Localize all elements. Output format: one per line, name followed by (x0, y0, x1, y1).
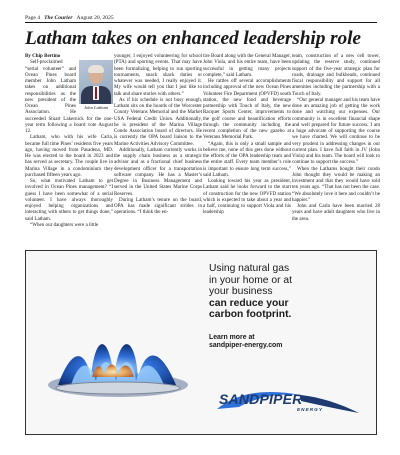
paragraph: team, construction of a new cell tower, updating the reserve study, continued support of the five-year strategic plan for roads, drainage and bulkheads, continued fiscal responsibility and support for all amenities including the partnership with a Touch of Italy. (292, 53, 380, 97)
flame-icon (36, 267, 201, 427)
paragraph: “Again, this is only a small sample and believe me, none of this gets done without the efforts of the OPA leadership team and the entire staff. Every team member’s role is important to ensure long term success,” said Latham. (203, 140, 291, 178)
article-column-4 (292, 53, 380, 251)
paragraph: Latham, who with his wife Carla, became full time Pines’ residents five years ago, having moved from Pasadena, MD. He was elected to the board in 2023 and has served as secretary. The couple live in Marina Village in a condominium they purchased fifteen years ago. (25, 134, 113, 178)
brand-subtitle: ENERGY (297, 407, 324, 412)
publication-name: The Courier (44, 15, 73, 21)
byline: By Chip Bertino (25, 53, 61, 59)
author-photo (79, 60, 113, 104)
paragraph: “Our general manager and his team have done an amazing job of getting the work done and watching our expenses. Our community is in excellent financial shape and well prepared for future success. I am a huge advocate of supporting the course we have charted. We will continue to be very prudent in addressing changes in our current plan. I have full faith in JV (John Viola) and his team. The board will look to continue to support the success.” (292, 96, 380, 166)
advertisement (25, 250, 377, 435)
page-number: Page 4 (25, 15, 41, 21)
gas-burner-ring (48, 344, 188, 397)
headline: Latham takes on enhanced leadership role (25, 28, 361, 49)
paragraph: younger, I enjoyed volunteering for school (PTA) and sporting events. That may have been formalizing, helping to run sporting tournaments, snack shack duties or whatever was needed, I really enjoyed it. My wife would tell you that I just like to talk and share stories with others.” (114, 53, 202, 97)
sandpiper-logo (209, 383, 369, 423)
paragraph: Self-proclaimed “serial volunteer” and Ocean Pines board member John Latham takes on additional responsibilities as the new president of the Ocean Pines Association. He succeeded Stuart Lakernick for the one-year term following a board vote August 12. (25, 59, 113, 134)
paragraph: John and Carla have been married 28 years and have adult daughters who live in the area. (292, 203, 380, 222)
paragraph: Additionally, Latham currently works in the supply chain business as a strategic advisor and as a fractional chief business development officer for a transportation software company. He has a Master’s Degree in Business Management and served in the United States Marine Corps Reserves. (114, 146, 202, 197)
ad-line: in your home or at (209, 274, 292, 286)
ad-copy (209, 263, 374, 351)
article-column-2 (114, 53, 202, 251)
page-header (25, 12, 377, 23)
paragraph: “When our daughters were a little (30, 221, 99, 228)
brand-name: SANDPIPER (219, 391, 303, 407)
ad-line: Using natural gas (209, 263, 290, 274)
article-column-3 (203, 53, 291, 251)
learn-more-label: Learn more at (209, 333, 255, 341)
ad-line: your business (209, 286, 273, 297)
paragraph: So, what motivated Latham to get involved in Ocean Pines management? “I guess I have been somewhat of a serial volunteer. I have always thoroughly enjoyed helping organizations and interacting with others to get things done,” said Latham. (25, 178, 113, 222)
issue-date: August 20, 2025 (76, 15, 114, 21)
website-link[interactable]: sandpiper-energy.com (209, 342, 283, 349)
paragraph: He rattles off several accomplishments including approval of the new Ocean Pines Volunteer Fire Department (OPVFD) south station, the new food and beverage partnership with Touch of Italy, the new Racquet Sports Center, improvements to the golf course and beautification efforts through the community including the recent completion of the new gazebo at Veterans Memorial Park. (203, 78, 291, 141)
paragraph: tire Board along with the General Manager, John Viola, and his entire team, have been successful in getting many projects complete,” said Latham. (203, 53, 291, 78)
ad-line-bold: can reduce your (209, 297, 289, 309)
paragraph: When the Lathams bought their condo John thought they would be making an investment and that they would have sold ten years ago. “That has not been the case. “We absolutely love it here and couldn’t be happier.” (292, 165, 380, 203)
article-column-1 (25, 53, 113, 251)
paragraph: During Latham’s tenure on the board, OPA has made significant strides in operations. “I think the en- (114, 196, 202, 216)
photo-caption: John Latham (83, 105, 109, 111)
ad-line-bold: carbon footprint. (209, 309, 292, 320)
paragraph: As if his schedule is not busy enough, Latham sits on the boards of the Worcester County Veterans Memorial and the Market USA Federal Credit Union. Additionally, he is president of the Marina Village Condo Association board of directors. He is currently the OPA board liaison to the Marine Activities Advisory Committee. (114, 96, 202, 147)
paragraph: Looking toward his year as president, Latham said he looks forward to the start of construction for the new OPVFD station which is expected to take about a year and a half, continuing to support Viola and his leadership (203, 178, 291, 216)
